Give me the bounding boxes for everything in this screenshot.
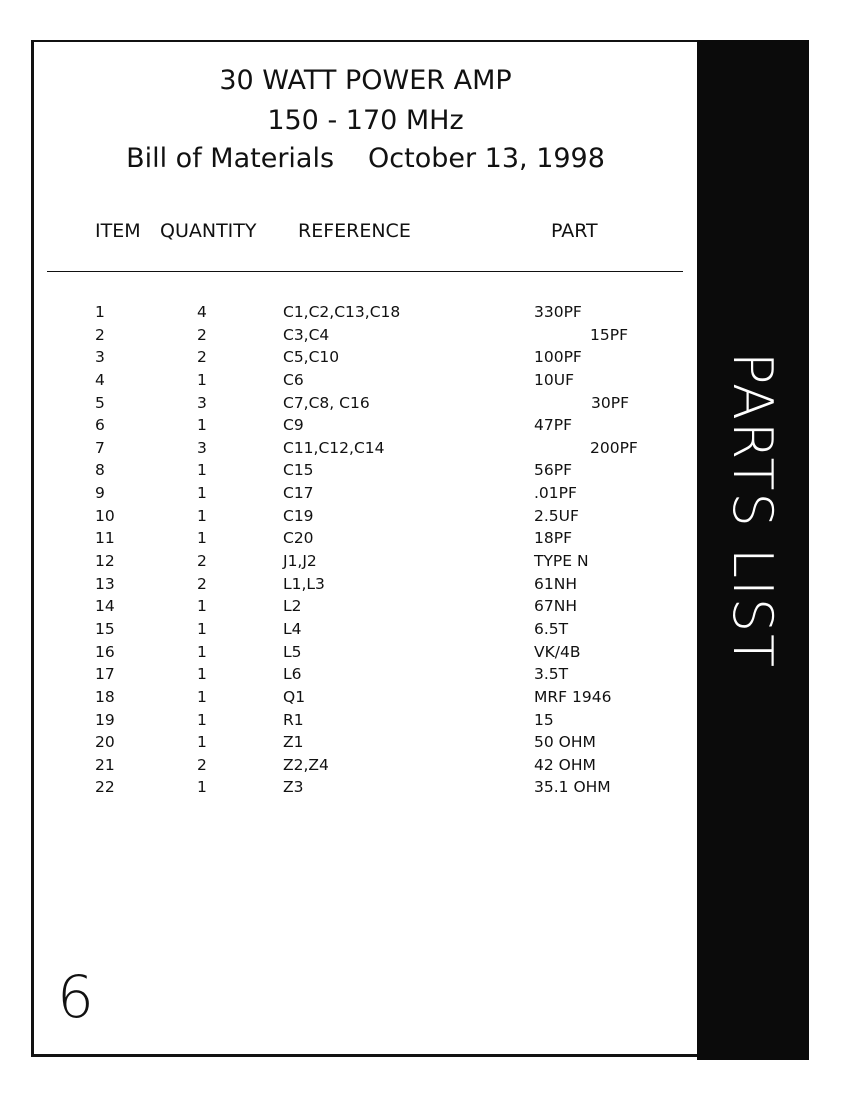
item-cell: 2 (95, 325, 105, 344)
reference-cell: L1,L3 (283, 574, 325, 593)
table-row (95, 529, 675, 552)
reference-cell: Z1 (283, 733, 304, 752)
part-cell: 10UF (534, 370, 574, 389)
part-cell: 30PF (591, 393, 629, 412)
part-cell: 18PF (534, 529, 572, 548)
reference-cell: C15 (283, 461, 314, 480)
item-cell: 17 (95, 665, 115, 684)
quantity-cell: 1 (197, 597, 207, 616)
item-cell: 10 (95, 506, 115, 525)
reference-cell: C9 (283, 416, 304, 435)
part-cell: 2.5UF (534, 506, 579, 525)
part-cell: 47PF (534, 416, 572, 435)
part-cell: 15 (534, 710, 554, 729)
table-row (95, 733, 675, 756)
table-row (95, 643, 675, 666)
item-cell: 14 (95, 597, 115, 616)
item-cell: 19 (95, 710, 115, 729)
item-cell: 5 (95, 393, 105, 412)
table-row (95, 665, 675, 688)
frequency-range: 150 - 170 MHz (267, 105, 464, 136)
table-row (95, 507, 675, 530)
doc-date: October 13, 1998 (368, 143, 605, 174)
quantity-cell: 4 (197, 303, 207, 321)
item-cell: 13 (95, 574, 115, 593)
reference-cell: L6 (283, 665, 302, 684)
table-row (95, 688, 675, 711)
quantity-cell: 2 (197, 574, 207, 593)
part-cell: 42 OHM (534, 755, 596, 774)
item-cell: 16 (95, 642, 115, 661)
doc-subtitle (34, 145, 697, 172)
quantity-cell: 1 (197, 484, 207, 503)
quantity-cell: 1 (197, 710, 207, 729)
table-row (95, 597, 675, 620)
table-row (95, 439, 675, 462)
column-header-part: PART (551, 220, 598, 242)
column-header-item: ITEM (95, 220, 141, 242)
column-header-quantity: QUANTITY (160, 220, 257, 242)
reference-cell: Q1 (283, 687, 306, 706)
part-cell: 100PF (534, 348, 582, 367)
part-cell: 200PF (590, 438, 638, 457)
quantity-cell: 1 (197, 529, 207, 548)
quantity-cell: 1 (197, 778, 207, 797)
reference-cell: R1 (283, 710, 304, 729)
item-cell: 20 (95, 733, 115, 752)
reference-cell: J1,J2 (283, 552, 317, 571)
quantity-cell: 3 (197, 393, 207, 412)
reference-cell: Z3 (283, 778, 304, 797)
part-cell: VK/4B (534, 642, 581, 661)
quantity-cell: 2 (197, 552, 207, 571)
side-label-container (697, 40, 809, 1060)
table-row (95, 778, 675, 801)
quantity-cell: 1 (197, 461, 207, 480)
part-cell: TYPE N (534, 552, 589, 571)
part-cell: 6.5T (534, 619, 569, 638)
item-cell: 11 (95, 529, 115, 548)
table-row (95, 394, 675, 417)
table-row (95, 461, 675, 484)
item-cell: 1 (95, 303, 105, 321)
table-row (95, 484, 675, 507)
item-cell: 8 (95, 461, 105, 480)
table-row (95, 348, 675, 371)
part-cell: 67NH (534, 597, 577, 616)
table-row (95, 711, 675, 734)
table-row (95, 371, 675, 394)
reference-cell: C20 (283, 529, 314, 548)
reference-cell: C5,C10 (283, 348, 340, 367)
part-cell: 330PF (534, 303, 582, 321)
quantity-cell: 1 (197, 733, 207, 752)
item-cell: 4 (95, 370, 105, 389)
side-label: PARTS LIST (721, 351, 785, 669)
reference-cell: C3,C4 (283, 325, 330, 344)
item-cell: 9 (95, 484, 105, 503)
doc-title: 30 WATT POWER AMP (219, 65, 512, 96)
item-cell: 18 (95, 687, 115, 706)
part-cell: 35.1 OHM (534, 778, 611, 797)
quantity-cell: 1 (197, 506, 207, 525)
part-cell: 15PF (590, 325, 628, 344)
item-cell: 12 (95, 552, 115, 571)
reference-cell: L4 (283, 619, 302, 638)
item-cell: 21 (95, 755, 115, 774)
quantity-cell: 1 (197, 416, 207, 435)
reference-cell: C1,C2,C13,C18 (283, 303, 401, 321)
part-cell: 50 OHM (534, 733, 596, 752)
reference-cell: C6 (283, 370, 304, 389)
part-cell: MRF 1946 (534, 687, 612, 706)
quantity-cell: 2 (197, 348, 207, 367)
item-cell: 22 (95, 778, 115, 797)
reference-cell: C19 (283, 506, 314, 525)
part-cell: .01PF (534, 484, 577, 503)
reference-cell: L5 (283, 642, 302, 661)
header-divider (47, 271, 683, 272)
quantity-cell: 1 (197, 687, 207, 706)
part-cell: 61NH (534, 574, 577, 593)
table-row (95, 620, 675, 643)
table-row (95, 416, 675, 439)
part-cell: 56PF (534, 461, 572, 480)
reference-cell: Z2,Z4 (283, 755, 329, 774)
reference-cell: L2 (283, 597, 302, 616)
part-cell: 3.5T (534, 665, 569, 684)
item-cell: 15 (95, 619, 115, 638)
bom-label: Bill of Materials (126, 143, 335, 174)
item-cell: 7 (95, 438, 105, 457)
table-row (95, 326, 675, 349)
quantity-cell: 1 (197, 665, 207, 684)
quantity-cell: 1 (197, 370, 207, 389)
reference-cell: C11,C12,C14 (283, 438, 385, 457)
column-header-reference: REFERENCE (298, 220, 411, 242)
item-cell: 3 (95, 348, 105, 367)
table-row (95, 303, 675, 326)
table-row (95, 756, 675, 779)
table-row (95, 552, 675, 575)
reference-cell: C7,C8, C16 (283, 393, 370, 412)
page-number: 6 (57, 963, 94, 1031)
quantity-cell: 2 (197, 325, 207, 344)
quantity-cell: 1 (197, 619, 207, 638)
reference-cell: C17 (283, 484, 314, 503)
parts-table (95, 303, 675, 801)
quantity-cell: 2 (197, 755, 207, 774)
quantity-cell: 1 (197, 642, 207, 661)
quantity-cell: 3 (197, 438, 207, 457)
item-cell: 6 (95, 416, 105, 435)
table-row (95, 575, 675, 598)
